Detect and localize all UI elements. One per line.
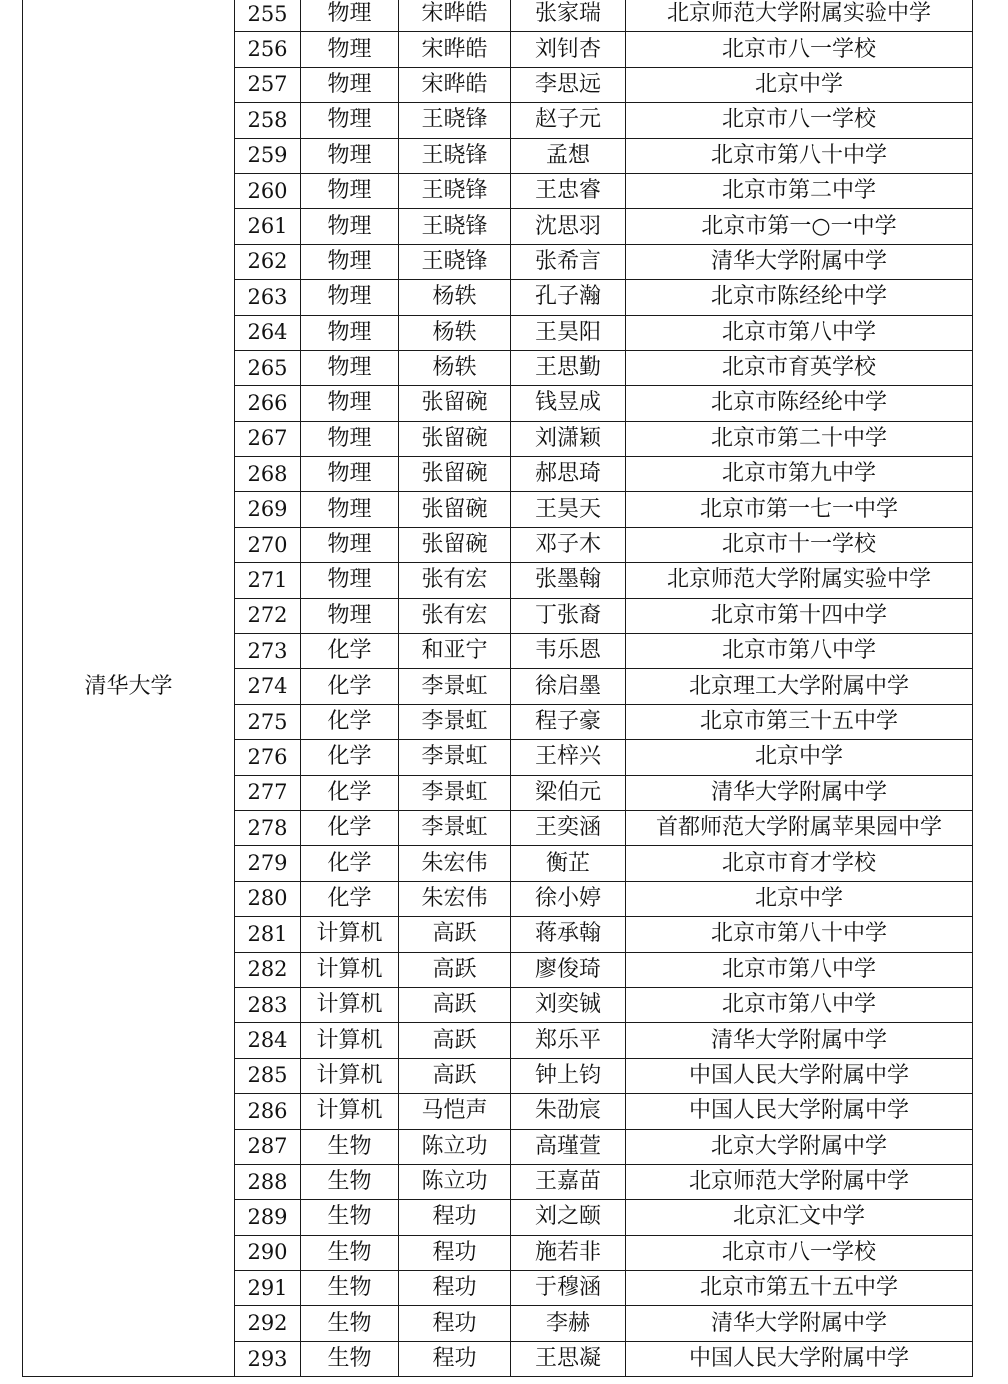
student-cell: 张希言 (511, 244, 626, 279)
school-cell: 北京市八一学校 (626, 32, 973, 67)
subject-cell: 化学 (301, 846, 399, 881)
subject-cell: 物理 (301, 563, 399, 598)
school-cell: 中国人民大学附属中学 (626, 1341, 973, 1376)
subject-cell: 物理 (301, 280, 399, 315)
row-number-cell: 276 (235, 740, 301, 775)
school-cell: 北京市第二中学 (626, 173, 973, 208)
student-cell: 刘奕铖 (511, 987, 626, 1022)
school-cell: 清华大学附属中学 (626, 775, 973, 810)
school-cell: 清华大学附属中学 (626, 1306, 973, 1341)
row-number-cell: 280 (235, 881, 301, 916)
row-number-cell: 268 (235, 457, 301, 492)
subject-cell: 物理 (301, 32, 399, 67)
student-cell: 郝思琦 (511, 457, 626, 492)
teacher-cell: 张有宏 (399, 563, 511, 598)
student-cell: 衡芷 (511, 846, 626, 881)
student-cell: 于穆涵 (511, 1271, 626, 1306)
subject-cell: 化学 (301, 704, 399, 739)
teacher-cell: 宋晔皓 (399, 32, 511, 67)
student-cell: 王忠睿 (511, 173, 626, 208)
student-cell: 李思远 (511, 67, 626, 102)
teacher-cell: 和亚宁 (399, 634, 511, 669)
teacher-cell: 杨轶 (399, 315, 511, 350)
teacher-cell: 高跃 (399, 1023, 511, 1058)
teacher-cell: 张留碗 (399, 527, 511, 562)
school-cell: 北京市八一学校 (626, 103, 973, 138)
row-number-cell: 293 (235, 1341, 301, 1376)
row-number-cell: 256 (235, 32, 301, 67)
subject-cell: 生物 (301, 1306, 399, 1341)
table-body (23, 0, 973, 1377)
school-cell: 北京市陈经纶中学 (626, 386, 973, 421)
subject-cell: 计算机 (301, 1023, 399, 1058)
row-number-cell: 287 (235, 1129, 301, 1164)
student-cell: 蒋承翰 (511, 917, 626, 952)
subject-cell: 物理 (301, 315, 399, 350)
teacher-cell: 高跃 (399, 987, 511, 1022)
row-number-cell: 286 (235, 1094, 301, 1129)
student-cell: 王思勤 (511, 350, 626, 385)
teacher-cell: 王晓锋 (399, 173, 511, 208)
subject-cell: 计算机 (301, 1058, 399, 1093)
student-cell: 李赫 (511, 1306, 626, 1341)
row-number-cell: 271 (235, 563, 301, 598)
row-number-cell: 273 (235, 634, 301, 669)
subject-cell: 物理 (301, 67, 399, 102)
student-list-table (22, 0, 973, 1377)
subject-cell: 物理 (301, 103, 399, 138)
teacher-cell: 李景虹 (399, 704, 511, 739)
school-cell: 北京中学 (626, 740, 973, 775)
subject-cell: 化学 (301, 740, 399, 775)
school-cell: 北京市第十四中学 (626, 598, 973, 633)
row-number-cell: 283 (235, 987, 301, 1022)
teacher-cell: 马恺声 (399, 1094, 511, 1129)
student-cell: 王昊阳 (511, 315, 626, 350)
teacher-cell: 程功 (399, 1306, 511, 1341)
student-cell: 孟想 (511, 138, 626, 173)
teacher-cell: 李景虹 (399, 775, 511, 810)
subject-cell: 生物 (301, 1271, 399, 1306)
subject-cell: 物理 (301, 138, 399, 173)
teacher-cell: 陈立功 (399, 1164, 511, 1199)
teacher-cell: 宋晔皓 (399, 0, 511, 32)
subject-cell: 物理 (301, 386, 399, 421)
subject-cell: 化学 (301, 810, 399, 845)
school-cell: 北京师范大学附属实验中学 (626, 0, 973, 32)
school-cell: 北京市第五十五中学 (626, 1271, 973, 1306)
row-number-cell: 265 (235, 350, 301, 385)
school-cell: 北京市陈经纶中学 (626, 280, 973, 315)
school-cell: 北京市第八中学 (626, 952, 973, 987)
student-cell: 王昊天 (511, 492, 626, 527)
row-number-cell: 272 (235, 598, 301, 633)
teacher-cell: 程功 (399, 1271, 511, 1306)
row-number-cell: 255 (235, 0, 301, 32)
student-cell: 梁伯元 (511, 775, 626, 810)
teacher-cell: 张留碗 (399, 386, 511, 421)
row-number-cell: 262 (235, 244, 301, 279)
row-number-cell: 264 (235, 315, 301, 350)
student-cell: 廖俊琦 (511, 952, 626, 987)
teacher-cell: 李景虹 (399, 740, 511, 775)
student-cell: 徐小婷 (511, 881, 626, 916)
subject-cell: 化学 (301, 881, 399, 916)
student-cell: 孔子瀚 (511, 280, 626, 315)
subject-cell: 生物 (301, 1341, 399, 1376)
student-cell: 郑乐平 (511, 1023, 626, 1058)
row-number-cell: 281 (235, 917, 301, 952)
subject-cell: 物理 (301, 598, 399, 633)
row-number-cell: 259 (235, 138, 301, 173)
subject-cell: 计算机 (301, 1094, 399, 1129)
school-cell: 中国人民大学附属中学 (626, 1058, 973, 1093)
university-cell: 清华大学 (23, 0, 235, 1377)
row-number-cell: 263 (235, 280, 301, 315)
teacher-cell: 高跃 (399, 1058, 511, 1093)
student-cell: 刘钊杏 (511, 32, 626, 67)
subject-cell: 生物 (301, 1200, 399, 1235)
student-cell: 沈思羽 (511, 209, 626, 244)
teacher-cell: 杨轶 (399, 350, 511, 385)
row-number-cell: 274 (235, 669, 301, 704)
row-number-cell: 289 (235, 1200, 301, 1235)
subject-cell: 化学 (301, 634, 399, 669)
student-cell: 丁张裔 (511, 598, 626, 633)
subject-cell: 物理 (301, 0, 399, 32)
school-cell: 北京市第八中学 (626, 315, 973, 350)
school-cell: 清华大学附属中学 (626, 244, 973, 279)
student-cell: 赵子元 (511, 103, 626, 138)
teacher-cell: 王晓锋 (399, 244, 511, 279)
student-cell: 钱昱成 (511, 386, 626, 421)
row-number-cell: 261 (235, 209, 301, 244)
school-cell: 北京市第八中学 (626, 987, 973, 1022)
teacher-cell: 宋晔皓 (399, 67, 511, 102)
school-cell: 北京市八一学校 (626, 1235, 973, 1270)
student-cell: 朱劭宸 (511, 1094, 626, 1129)
school-cell: 北京市第一○一中学 (626, 209, 973, 244)
student-cell: 徐启墨 (511, 669, 626, 704)
student-cell: 张家瑞 (511, 0, 626, 32)
teacher-cell: 陈立功 (399, 1129, 511, 1164)
row-number-cell: 285 (235, 1058, 301, 1093)
row-number-cell: 292 (235, 1306, 301, 1341)
teacher-cell: 李景虹 (399, 669, 511, 704)
school-cell: 北京理工大学附属中学 (626, 669, 973, 704)
subject-cell: 生物 (301, 1129, 399, 1164)
student-cell: 王嘉苗 (511, 1164, 626, 1199)
subject-cell: 物理 (301, 457, 399, 492)
school-cell: 北京市第八中学 (626, 634, 973, 669)
subject-cell: 物理 (301, 350, 399, 385)
row-number-cell: 257 (235, 67, 301, 102)
school-cell: 清华大学附属中学 (626, 1023, 973, 1058)
row-number-cell: 275 (235, 704, 301, 739)
teacher-cell: 张有宏 (399, 598, 511, 633)
teacher-cell: 程功 (399, 1341, 511, 1376)
subject-cell: 化学 (301, 669, 399, 704)
school-cell: 北京市十一学校 (626, 527, 973, 562)
subject-cell: 计算机 (301, 952, 399, 987)
teacher-cell: 杨轶 (399, 280, 511, 315)
student-cell: 钟上钧 (511, 1058, 626, 1093)
school-cell: 北京市第八十中学 (626, 138, 973, 173)
row-number-cell: 278 (235, 810, 301, 845)
school-cell: 北京汇文中学 (626, 1200, 973, 1235)
school-cell: 北京中学 (626, 67, 973, 102)
teacher-cell: 张留碗 (399, 421, 511, 456)
subject-cell: 物理 (301, 244, 399, 279)
row-number-cell: 270 (235, 527, 301, 562)
student-cell: 韦乐恩 (511, 634, 626, 669)
teacher-cell: 王晓锋 (399, 103, 511, 138)
student-cell: 王梓兴 (511, 740, 626, 775)
teacher-cell: 李景虹 (399, 810, 511, 845)
student-cell: 邓子木 (511, 527, 626, 562)
teacher-cell: 王晓锋 (399, 138, 511, 173)
subject-cell: 生物 (301, 1164, 399, 1199)
subject-cell: 物理 (301, 209, 399, 244)
school-cell: 北京市第三十五中学 (626, 704, 973, 739)
student-cell: 刘潇颖 (511, 421, 626, 456)
row-number-cell: 288 (235, 1164, 301, 1199)
subject-cell: 化学 (301, 775, 399, 810)
row-number-cell: 277 (235, 775, 301, 810)
student-cell: 施若非 (511, 1235, 626, 1270)
school-cell: 北京市第九中学 (626, 457, 973, 492)
school-cell: 北京市第二十中学 (626, 421, 973, 456)
teacher-cell: 高跃 (399, 952, 511, 987)
row-number-cell: 291 (235, 1271, 301, 1306)
subject-cell: 生物 (301, 1235, 399, 1270)
school-cell: 北京师范大学附属实验中学 (626, 563, 973, 598)
school-cell: 北京师范大学附属中学 (626, 1164, 973, 1199)
school-cell: 北京市第八十中学 (626, 917, 973, 952)
teacher-cell: 朱宏伟 (399, 881, 511, 916)
subject-cell: 物理 (301, 492, 399, 527)
student-cell: 高瑾萱 (511, 1129, 626, 1164)
row-number-cell: 279 (235, 846, 301, 881)
row-number-cell: 282 (235, 952, 301, 987)
subject-cell: 物理 (301, 421, 399, 456)
teacher-cell: 程功 (399, 1235, 511, 1270)
row-number-cell: 284 (235, 1023, 301, 1058)
school-cell: 北京大学附属中学 (626, 1129, 973, 1164)
row-number-cell: 266 (235, 386, 301, 421)
school-cell: 北京中学 (626, 881, 973, 916)
row-number-cell: 260 (235, 173, 301, 208)
school-cell: 北京市育才学校 (626, 846, 973, 881)
row-number-cell: 258 (235, 103, 301, 138)
subject-cell: 物理 (301, 527, 399, 562)
student-cell: 张墨翰 (511, 563, 626, 598)
student-cell: 王思凝 (511, 1341, 626, 1376)
subject-cell: 物理 (301, 173, 399, 208)
row-number-cell: 290 (235, 1235, 301, 1270)
teacher-cell: 朱宏伟 (399, 846, 511, 881)
school-cell: 北京市育英学校 (626, 350, 973, 385)
teacher-cell: 王晓锋 (399, 209, 511, 244)
row-number-cell: 269 (235, 492, 301, 527)
teacher-cell: 程功 (399, 1200, 511, 1235)
teacher-cell: 高跃 (399, 917, 511, 952)
student-cell: 刘之颐 (511, 1200, 626, 1235)
table-row (23, 0, 973, 32)
subject-cell: 计算机 (301, 987, 399, 1022)
row-number-cell: 267 (235, 421, 301, 456)
teacher-cell: 张留碗 (399, 457, 511, 492)
subject-cell: 计算机 (301, 917, 399, 952)
school-cell: 中国人民大学附属中学 (626, 1094, 973, 1129)
student-cell: 程子豪 (511, 704, 626, 739)
school-cell: 北京市第一七一中学 (626, 492, 973, 527)
school-cell: 首都师范大学附属苹果园中学 (626, 810, 973, 845)
teacher-cell: 张留碗 (399, 492, 511, 527)
student-cell: 王奕涵 (511, 810, 626, 845)
